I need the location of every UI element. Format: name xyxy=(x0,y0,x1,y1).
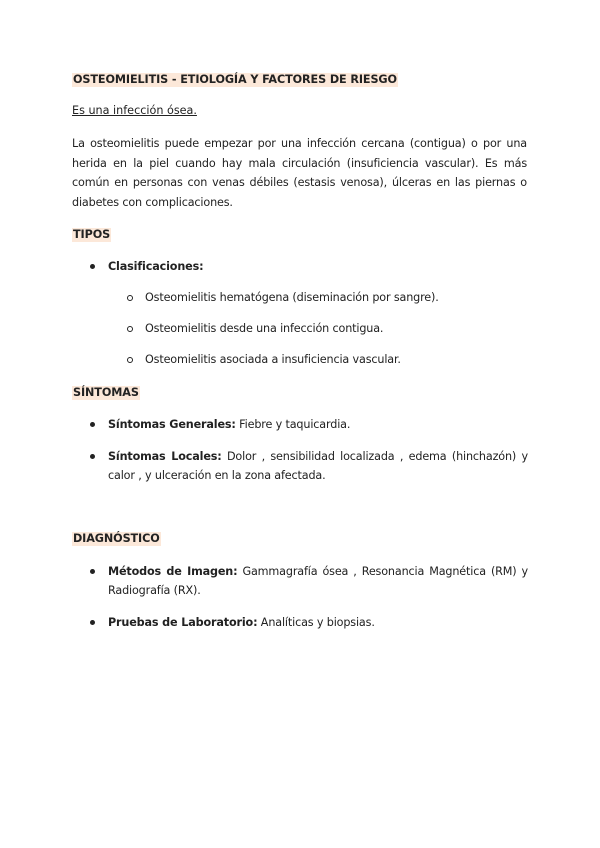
bullet-dot xyxy=(90,569,95,574)
document-title: OSTEOMIELITIS - ETIOLOGÍA Y FACTORES DE RIESGO xyxy=(73,73,397,86)
tipos-bullet xyxy=(108,257,528,276)
intro-paragraph: La osteomielitis puede empezar por una infección cercana (contigua) o por una herida en la piel cuando hay mala circulación (insuficiencia vascular). Es más común en personas con venas débiles (estasis venosa), úlceras en las piernas o diabetes con complicaciones. xyxy=(72,137,527,209)
sub-bullet-circle xyxy=(127,295,133,301)
bullet-dot xyxy=(90,264,95,269)
tipos-heading: TIPOS xyxy=(73,228,111,241)
bullet-dot xyxy=(90,454,95,459)
sintomas-item-text: Fiebre y taquicardia. xyxy=(235,418,351,431)
tipos-sub-item: Osteomielitis hematógena (diseminación por sangre). xyxy=(145,291,439,304)
bullet-dot xyxy=(90,620,95,625)
diagnostico-item xyxy=(108,562,528,600)
sintomas-item xyxy=(108,447,528,485)
diagnostico-item-label: Pruebas de Laboratorio: xyxy=(108,616,258,629)
sintomas-heading: SÍNTOMAS xyxy=(73,386,139,399)
tipos-sub-item: Osteomielitis asociada a insuficiencia vascular. xyxy=(145,353,401,366)
sintomas-item xyxy=(108,415,528,434)
tipos-sub-item: Osteomielitis desde una infección contigua. xyxy=(145,322,384,335)
diagnostico-item-text: Gammagrafía ósea , Resonancia Magnética (RM) y Radiografía (RX). xyxy=(108,565,528,597)
diagnostico-item xyxy=(108,613,528,632)
diagnostico-heading: DIAGNÓSTICO xyxy=(73,532,160,545)
bullet-dot xyxy=(90,422,95,427)
sintomas-item-label: Síntomas Generales: xyxy=(108,418,236,431)
diagnostico-item-text: Analíticas y biopsias. xyxy=(257,616,375,629)
sub-bullet-circle xyxy=(127,357,133,363)
diagnostico-item-label: Métodos de Imagen: xyxy=(108,565,238,578)
sub-bullet-circle xyxy=(127,326,133,332)
sintomas-item-label: Síntomas Locales: xyxy=(108,450,222,463)
tipos-bullet-label: Clasificaciones: xyxy=(108,260,204,273)
document-subtitle: Es una infección ósea. xyxy=(72,104,197,117)
sintomas-item-text: Dolor , sensibilidad localizada , edema (hinchazón) y calor , y ulceración en la zona afectada. xyxy=(108,450,528,482)
